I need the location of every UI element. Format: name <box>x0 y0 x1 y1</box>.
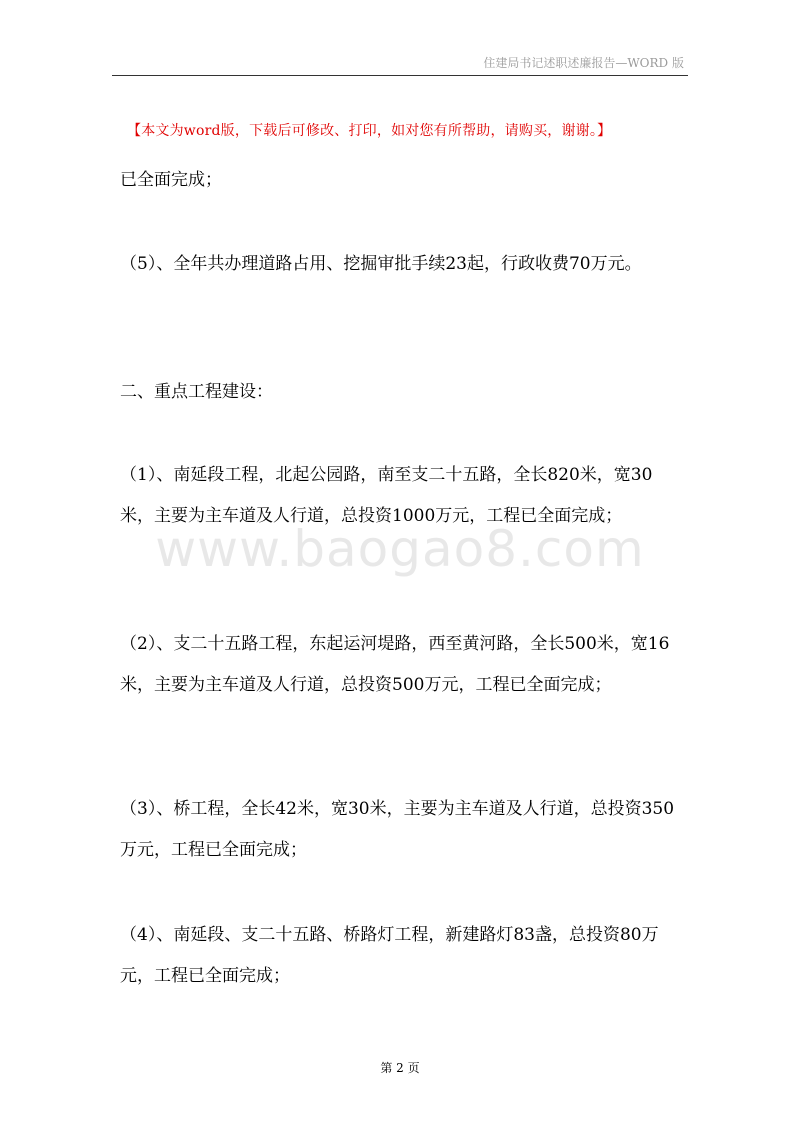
paragraph-project-3: （3）、桥工程，全长42米，宽30米，主要为主车道及人行道，总投资350万元，工程已全面完成； <box>120 799 675 860</box>
paragraph-2: （5）、全年共办理道路占用、挖掘审批手续23起，行政收费70万元。 <box>120 254 642 274</box>
purchase-notice: 【本文为word版，下载后可修改、打印，如对您有所帮助，请购买，谢谢。】 <box>127 123 612 139</box>
document-header-title: 住建局书记述职述廉报告—WORD 版 <box>483 56 684 70</box>
paragraph-1: 已全面完成； <box>120 170 222 190</box>
header-divider <box>112 75 688 76</box>
paragraph-project-2: （2）、支二十五路工程，东起运河堤路，西至黄河路，全长500米，宽16米，主要为主车道及人行道，总投资500万元，工程已全面完成； <box>120 634 670 695</box>
page-number: 第 2 页 <box>380 1061 420 1075</box>
watermark-text: www.baogao8.com <box>155 520 645 578</box>
section-heading-key-projects: 二、重点工程建设： <box>120 382 273 402</box>
paragraph-project-1: （1）、南延段工程，北起公园路，南至支二十五路，全长820米，宽30米，主要为主车道及人行道，总投资1000万元，工程已全面完成； <box>120 465 653 526</box>
paragraph-project-4: （4）、南延段、支二十五路、桥路灯工程，新建路灯83盏，总投资80万元，工程已全面完成； <box>120 925 659 986</box>
